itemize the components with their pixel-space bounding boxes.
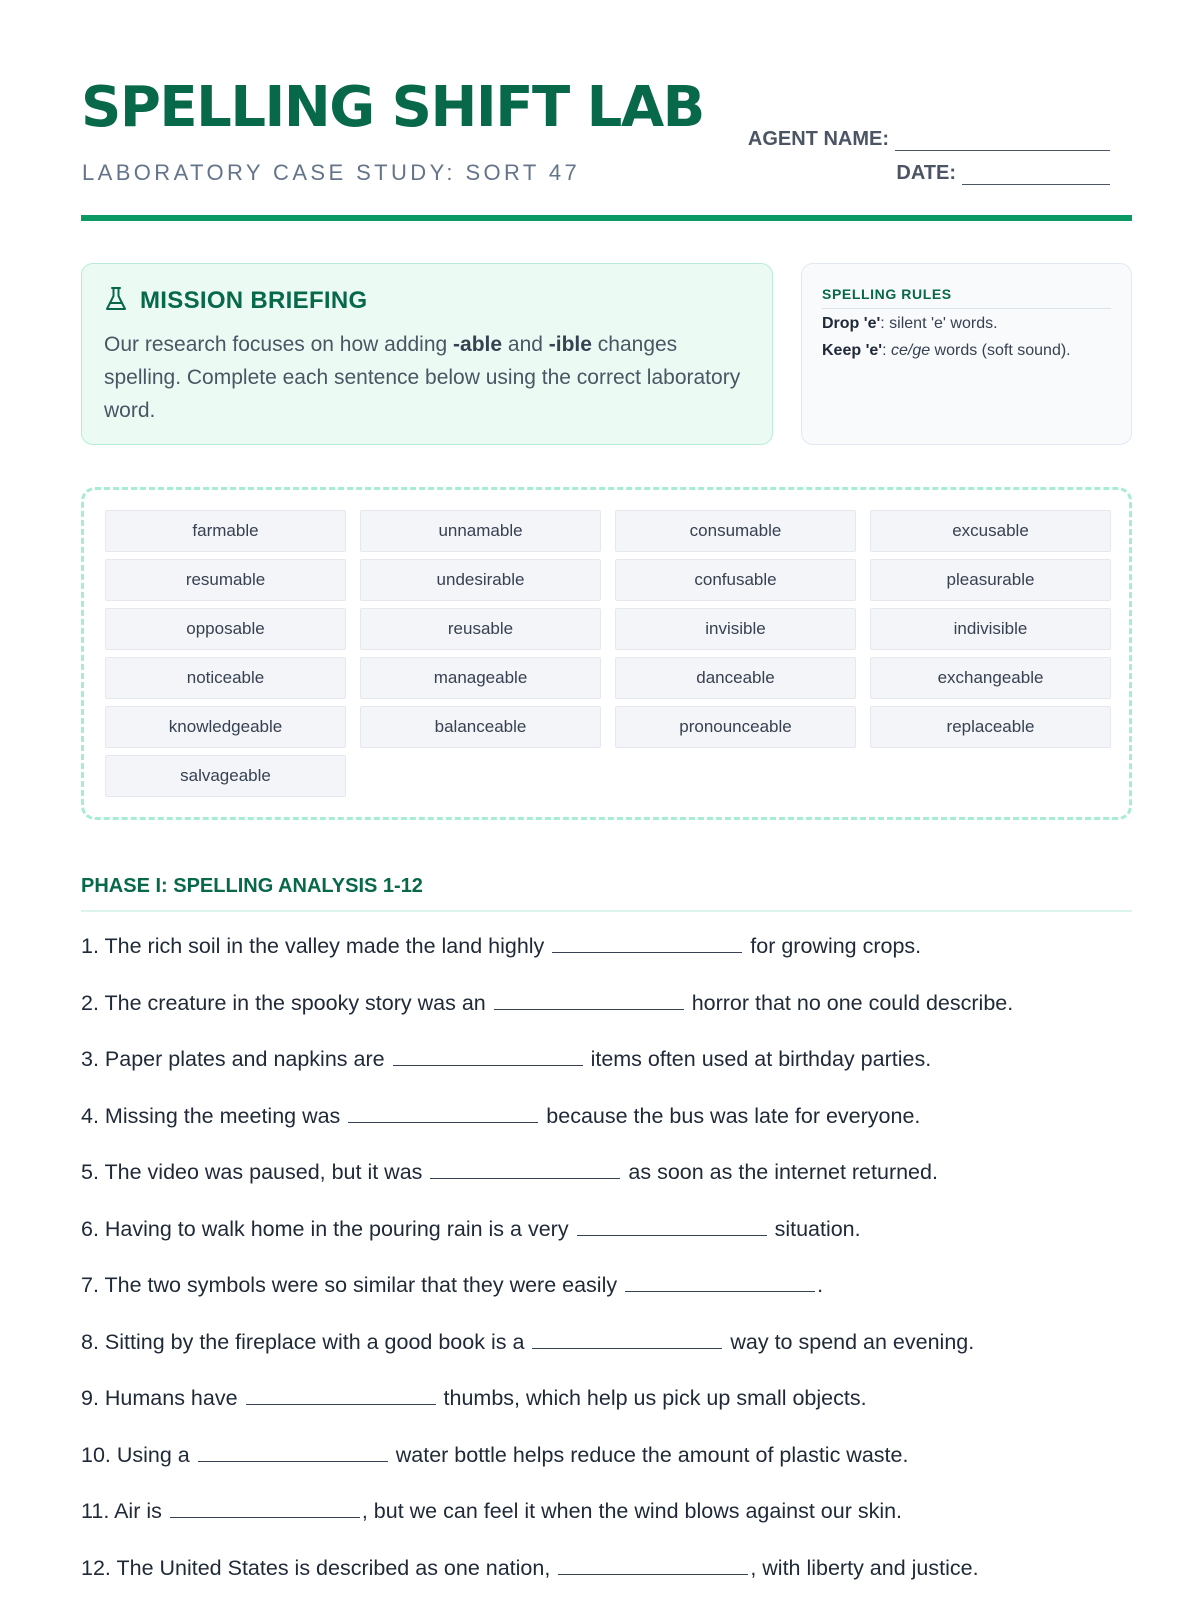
question-text-before: 7. The two symbols were so similar that they were easily <box>81 1273 617 1297</box>
word-bank-item: pronounceable <box>615 706 856 748</box>
answer-blank[interactable] <box>430 1156 620 1179</box>
rules-title: SPELLING RULES <box>822 286 1111 309</box>
question-text-before: 12. The United States is described as one nation, <box>81 1556 550 1580</box>
word-bank-item: knowledgeable <box>105 706 346 748</box>
question-text-before: 11. Air is <box>81 1499 162 1523</box>
word-bank-item: unnamable <box>360 510 601 552</box>
question-text-after: , with liberty and justice. <box>750 1556 978 1580</box>
question-text-before: 1. The rich soil in the valley made the land highly <box>81 934 544 958</box>
answer-blank[interactable] <box>393 1043 583 1066</box>
question-text-after: . <box>817 1273 823 1297</box>
question-text-before: 3. Paper plates and napkins are <box>81 1047 385 1071</box>
question-item <box>81 987 1141 1044</box>
answer-blank[interactable] <box>170 1495 360 1518</box>
question-text-before: 9. Humans have <box>81 1386 238 1410</box>
answer-blank[interactable] <box>558 1552 748 1575</box>
word-bank-item: resumable <box>105 559 346 601</box>
question-text-before: 10. Using a <box>81 1443 190 1467</box>
briefing-text: Our research focuses on how adding -able and -ible changes spelling. Complete each sentence below using the correct laboratory word. <box>104 328 752 427</box>
answer-blank[interactable] <box>532 1326 722 1349</box>
question-text-before: 8. Sitting by the fireplace with a good book is a <box>81 1330 524 1354</box>
question-text-after: , but we can feel it when the wind blows against our skin. <box>362 1499 902 1523</box>
question-item <box>81 1439 1141 1496</box>
word-bank-item: salvageable <box>105 755 346 797</box>
rule-keep-e: Keep 'e': ce/ge words (soft sound). <box>822 338 1111 363</box>
answer-blank[interactable] <box>577 1213 767 1236</box>
question-text-after: items often used at birthday parties. <box>591 1047 932 1071</box>
word-bank-item: pleasurable <box>870 559 1111 601</box>
flask-icon <box>104 286 128 316</box>
word-bank <box>81 487 1132 820</box>
word-bank-item: balanceable <box>360 706 601 748</box>
word-bank-item: undesirable <box>360 559 601 601</box>
question-text-after: for growing crops. <box>750 934 921 958</box>
word-bank-item: replaceable <box>870 706 1111 748</box>
question-text-after: water bottle helps reduce the amount of plastic waste. <box>396 1443 909 1467</box>
question-item <box>81 1326 1141 1383</box>
answer-blank[interactable] <box>494 987 684 1010</box>
word-bank-item: noticeable <box>105 657 346 699</box>
word-bank-item: opposable <box>105 608 346 650</box>
mission-briefing <box>81 263 773 445</box>
word-bank-item: manageable <box>360 657 601 699</box>
header-divider <box>81 215 1132 221</box>
answer-blank[interactable] <box>552 930 742 953</box>
date-label: DATE: <box>896 162 956 185</box>
question-item <box>81 1495 1141 1552</box>
briefing-title: MISSION BRIEFING <box>140 287 367 315</box>
question-text-before: 4. Missing the meeting was <box>81 1104 340 1128</box>
question-text-after: way to spend an evening. <box>730 1330 974 1354</box>
page-subtitle: LABORATORY CASE STUDY: SORT 47 <box>82 160 580 186</box>
question-text-before: 6. Having to walk home in the pouring rain is a very <box>81 1217 569 1241</box>
question-text-after: as soon as the internet returned. <box>628 1160 938 1184</box>
phase-heading: PHASE I: SPELLING ANALYSIS 1-12 <box>81 875 1132 912</box>
date-blank[interactable] <box>962 166 1110 185</box>
word-bank-item: indivisible <box>870 608 1111 650</box>
word-bank-item: consumable <box>615 510 856 552</box>
question-text-after: thumbs, which help us pick up small objects. <box>444 1386 867 1410</box>
answer-blank[interactable] <box>625 1269 815 1292</box>
answer-blank[interactable] <box>348 1100 538 1123</box>
word-bank-item: reusable <box>360 608 601 650</box>
word-bank-item: confusable <box>615 559 856 601</box>
word-bank-item: excusable <box>870 510 1111 552</box>
question-text-before: 2. The creature in the spooky story was an <box>81 991 486 1015</box>
spelling-rules <box>801 263 1132 445</box>
word-bank-item: exchangeable <box>870 657 1111 699</box>
question-text-after: situation. <box>775 1217 861 1241</box>
word-bank-item: farmable <box>105 510 346 552</box>
question-item <box>81 1269 1141 1326</box>
answer-blank[interactable] <box>198 1439 388 1462</box>
question-item <box>81 1043 1141 1100</box>
word-bank-item: danceable <box>615 657 856 699</box>
agent-name-field <box>748 128 1110 151</box>
rule-drop-e: Drop 'e': silent 'e' words. <box>822 311 1111 336</box>
date-field <box>896 162 1110 185</box>
question-item <box>81 1156 1141 1213</box>
question-list <box>81 930 1141 1608</box>
question-item <box>81 1213 1141 1270</box>
question-text-after: because the bus was late for everyone. <box>546 1104 920 1128</box>
question-item <box>81 1382 1141 1439</box>
agent-name-blank[interactable] <box>895 132 1110 151</box>
page-title: SPELLING SHIFT LAB <box>81 80 704 136</box>
word-bank-item: invisible <box>615 608 856 650</box>
question-text-before: 5. The video was paused, but it was <box>81 1160 422 1184</box>
agent-name-label: AGENT NAME: <box>748 128 889 151</box>
question-item <box>81 930 1141 987</box>
question-item <box>81 1100 1141 1157</box>
answer-blank[interactable] <box>246 1382 436 1405</box>
question-text-after: horror that no one could describe. <box>692 991 1014 1015</box>
